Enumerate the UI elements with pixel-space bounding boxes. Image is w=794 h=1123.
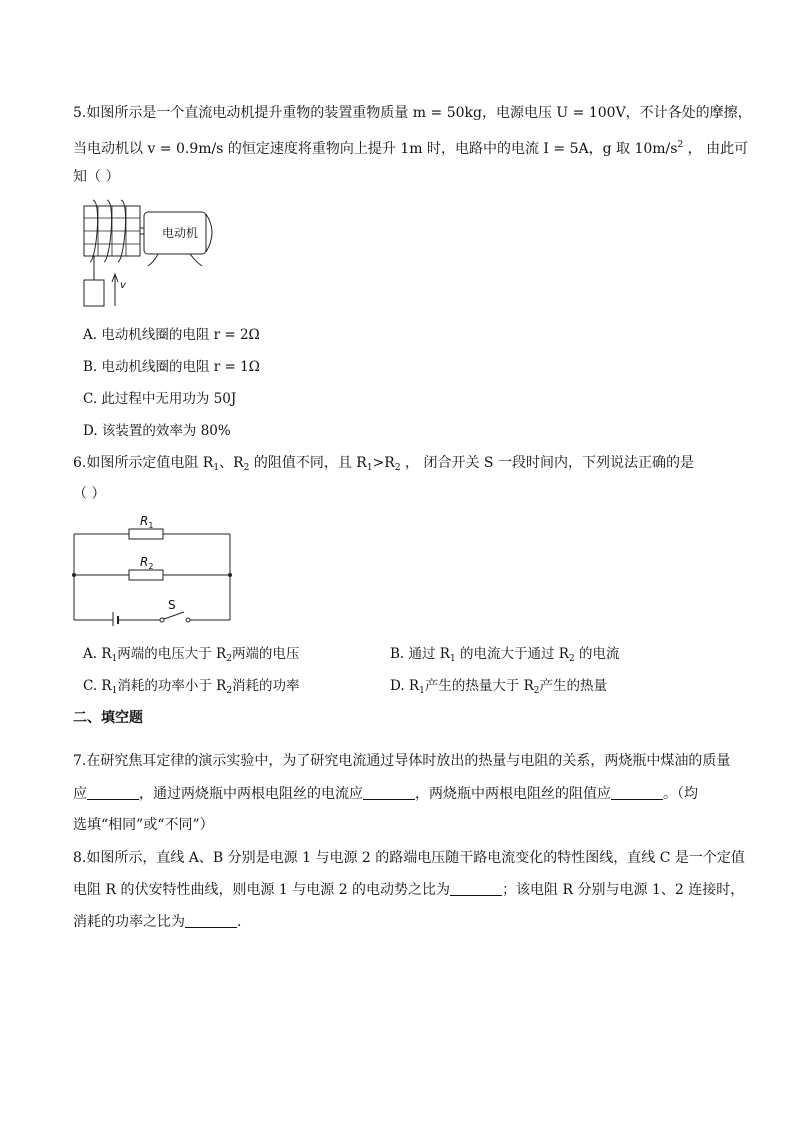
q7-part-b: ，通过两烧瓶中两根电阻丝的电流应 <box>139 786 363 802</box>
q6-stem-a: 6.如图所示定值电阻 R <box>73 455 214 471</box>
q8-line3 <box>73 912 241 932</box>
q7-blank-1[interactable] <box>87 785 139 800</box>
q8-part-a: 电阻 R 的伏安特性曲线，则电源 1 与电源 2 的电动势之比为 <box>73 882 451 898</box>
q5-option-b: B. 电动机线圈的电阻 r = 1Ω <box>83 359 260 375</box>
q5-option-c: C. 此过程中无用功为 50J <box>83 391 237 407</box>
q7-line2 <box>73 784 698 804</box>
q8-line1: 8.如图所示，直线 A、B 分别是电源 1 与电源 2 的路端电压随干路电流变化的特性图线，直线 C 是一个定值 <box>73 850 745 866</box>
q6-stem-b: 、R <box>219 455 244 471</box>
q6-sub1: 1 <box>213 463 220 473</box>
q6-c-part2: 消耗的功率小于 R <box>117 678 227 694</box>
resistor-r1 <box>129 529 163 539</box>
switch-label: S <box>168 598 176 612</box>
q7-line1: 7.在研究焦耳定律的演示实验中，为了研究电流通过导体时放出的热量与电阻的关系，两烧瓶中煤油的质量 <box>73 753 731 769</box>
q7-line3: 选填“相同”或“不同”） <box>73 817 214 833</box>
q8-part-c: 消耗的功率之比为 <box>73 914 185 930</box>
q5-stem-line2-text: 当电动机以 v = 0.9m/s 的恒定速度将重物向上提升 1m 时，电路中的电流 I = 5A，g 取 10m/s <box>73 141 678 157</box>
q5-option-d: D. 该装置的效率为 80% <box>83 423 231 439</box>
motor-label: 电动机 <box>162 226 199 240</box>
q6-sub2: 2 <box>243 463 250 473</box>
q6-stem-c: 的阻值不同，且 R <box>249 455 367 471</box>
q6-c-part1: C. R <box>83 678 112 694</box>
q6-d-part2: 产生的热量大于 R <box>424 678 534 694</box>
q6-c-sub1: 1 <box>111 686 118 696</box>
q6-stem-e: ， 闭合开关 S 一段时间内，下列说法正确的是 <box>400 455 694 471</box>
q6-stem-line2: （ ） <box>73 486 106 502</box>
resistor-r2 <box>129 570 163 580</box>
q5-option-a: A. 电动机线圈的电阻 r = 2Ω <box>83 327 260 343</box>
q5-stem-line3: 知（ ） <box>73 169 120 185</box>
switch-s <box>164 612 184 619</box>
q6-option-a <box>83 644 299 669</box>
q6-option-d <box>390 676 607 701</box>
q6-stem-d: >R <box>372 455 395 471</box>
q6-d-sub1: 1 <box>419 686 425 696</box>
q7-part-c: ，两烧瓶中两根电阻丝的阻值应 <box>415 786 611 802</box>
q6-option-b <box>390 644 619 669</box>
q7-blank-2[interactable] <box>363 785 415 800</box>
q5-stem-line2-tail: ， 由此可 <box>683 141 749 157</box>
q6-c-sub2: 2 <box>226 686 233 696</box>
q5-stem-line2 <box>73 135 748 159</box>
q6-b-sub1: 1 <box>449 654 456 664</box>
q5-stem-line1: 5.如图所示是一个直流电动机提升重物的装置重物质量 m = 50kg，电源电压 U = 100V，不计各处的摩擦， <box>73 105 752 121</box>
q7-part-d: 。（均 <box>663 786 698 802</box>
q6-b-sub2: 2 <box>568 654 575 664</box>
q6-d-part1: D. R <box>390 678 420 694</box>
q6-stem-line1 <box>73 453 694 478</box>
q5-stem-exponent: 2 <box>677 140 684 150</box>
q8-blank-1[interactable] <box>450 881 502 896</box>
q6-a-part1: A. R <box>83 646 112 662</box>
q7-blank-3[interactable] <box>611 785 663 800</box>
q6-sub4: 2 <box>394 463 401 473</box>
q8-part-b: ；该电阻 R 分别与电源 1、2 连接时， <box>502 882 745 898</box>
q6-d-sub2: 2 <box>533 686 540 696</box>
q6-circuit-figure <box>68 510 238 626</box>
q8-part-d: . <box>237 914 242 930</box>
q6-a-sub1: 1 <box>111 654 118 664</box>
q6-b-part1: B. 通过 R <box>390 646 450 662</box>
v-label: v <box>120 280 126 291</box>
q5-motor-figure <box>78 196 228 312</box>
q6-b-part2: 的电流大于通过 R <box>455 646 569 662</box>
r1-label: $R_1$ <box>140 514 154 530</box>
q6-sub3: 1 <box>366 463 373 473</box>
q7-part-a: 应 <box>73 786 87 802</box>
q6-a-part3: 两端的电压 <box>231 646 300 662</box>
q6-option-c <box>83 676 300 701</box>
weight <box>84 280 104 306</box>
q6-c-part3: 消耗的功率 <box>232 678 300 694</box>
q8-blank-2[interactable] <box>185 913 237 928</box>
q6-a-sub2: 2 <box>226 654 232 664</box>
q6-d-part3: 产生的热量 <box>539 678 608 694</box>
q6-b-part3: 的电流 <box>574 646 620 662</box>
section-heading: 二、填空题 <box>73 710 143 726</box>
r2-label: $R_2$ <box>140 555 154 571</box>
q8-line2 <box>73 880 744 900</box>
q6-a-part2: 两端的电压大于 R <box>117 646 227 662</box>
